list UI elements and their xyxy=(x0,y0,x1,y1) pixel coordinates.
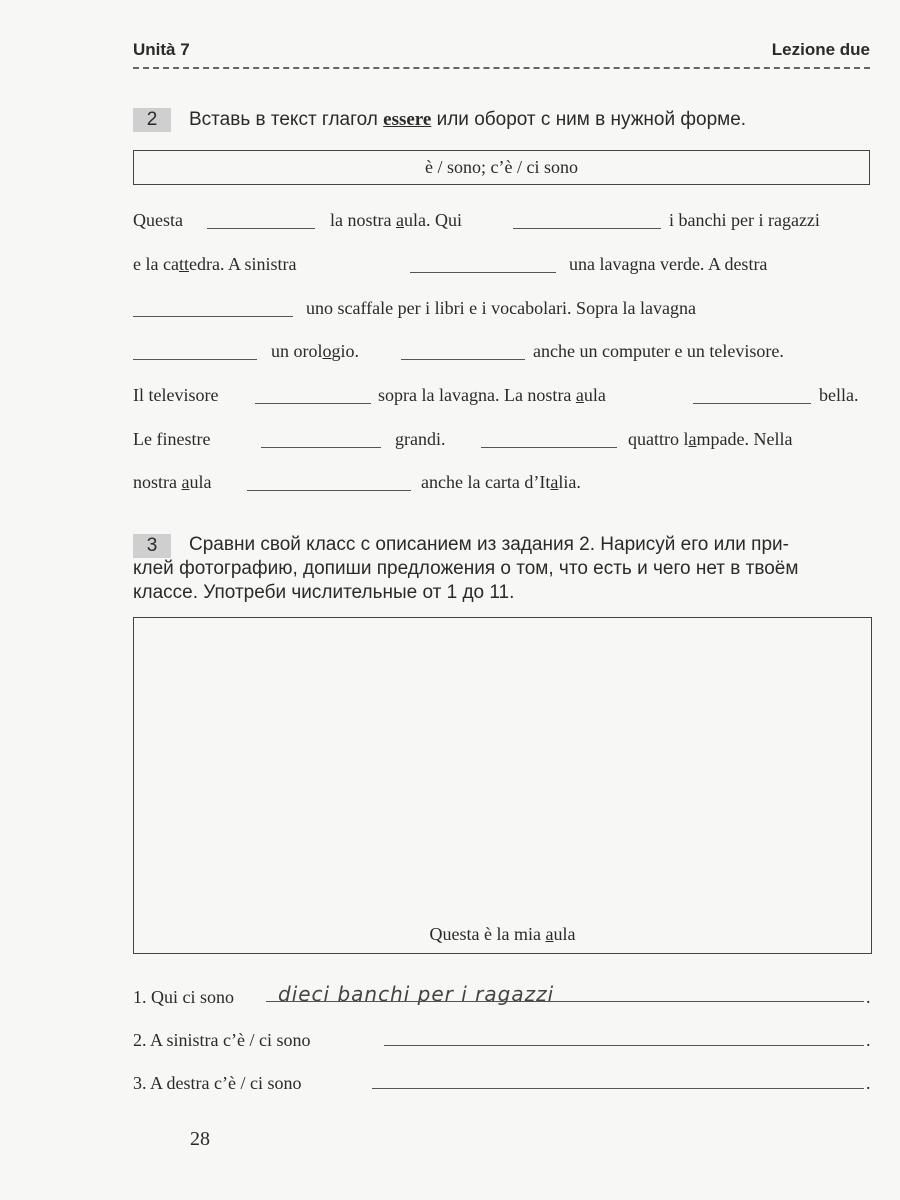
answer-line-1[interactable] xyxy=(266,1001,864,1002)
sentence-2 xyxy=(133,1030,310,1051)
answer-blank[interactable] xyxy=(261,447,381,448)
essere-keyword: essere xyxy=(383,109,432,130)
task-3-instruction-line-1: Сравни свой класс с описанием из задания 2. Нарисуй его или при- xyxy=(189,534,789,555)
answer-blank[interactable] xyxy=(513,228,661,229)
answer-blank[interactable] xyxy=(401,359,525,360)
answer-line-3[interactable] xyxy=(372,1088,864,1089)
sentence-1-end: . xyxy=(866,987,871,1007)
answer-blank[interactable] xyxy=(410,272,556,273)
text-line-2: e la cattedra. A sinistra una lavagna verde. A destra xyxy=(133,254,768,274)
drawing-caption: Questa è la mia aula xyxy=(429,924,576,944)
answer-blank[interactable] xyxy=(207,228,315,229)
text-line-3: uno scaffale per i libri e i vocabolari. Sopra la lavagna xyxy=(133,298,873,324)
sentence-3-end: . xyxy=(866,1073,871,1093)
task-3-number: 3 xyxy=(133,534,171,558)
task-2-number: 2 xyxy=(133,108,171,132)
text-line-7: nostra aula anche la carta d’Italia. xyxy=(133,472,581,492)
answer-options-box: è / sono; c’è / ci sono xyxy=(133,150,870,185)
answer-blank[interactable] xyxy=(481,447,617,448)
answer-blank[interactable] xyxy=(133,359,257,360)
unit-title: Unità 7 xyxy=(133,40,190,59)
sentence-2-end: . xyxy=(866,1030,871,1050)
sentence-3 xyxy=(133,1073,301,1094)
sentence-1-prefix: 1. Qui ci sono xyxy=(133,987,234,1007)
sentence-1 xyxy=(133,987,234,1008)
text-line-5: Il televisore sopra la lavagna. La nostra aula bella. xyxy=(133,385,859,405)
sentence-2-prefix: 2. A sinistra c’è / ci sono xyxy=(133,1030,311,1050)
handwritten-answer-1: dieci banchi per i ragazzi xyxy=(278,982,555,1006)
task-2-instruction: Вставь в текст глагол essere или оборот с ним в нужной форме. xyxy=(189,109,747,130)
lesson-title: Lezione due xyxy=(771,40,870,59)
text-line-6: Le finestre grandi. quattro lampade. Nella xyxy=(133,429,793,449)
answer-blank[interactable] xyxy=(133,316,293,317)
answer-line-2[interactable] xyxy=(384,1045,864,1046)
drawing-area[interactable] xyxy=(133,617,872,954)
page-number: 28 xyxy=(190,1128,210,1150)
task-3-instruction-line-2: клей фотографию, допиши предложения о том, что есть и чего нет в твоём xyxy=(133,558,799,579)
answer-blank[interactable] xyxy=(255,403,371,404)
text-line-4: un orologio. anche un computer e un televisore. xyxy=(133,341,873,367)
answer-blank[interactable] xyxy=(247,490,411,491)
answer-blank[interactable] xyxy=(693,403,811,404)
header-divider xyxy=(133,67,870,69)
page-header xyxy=(133,40,870,64)
task-3-instruction-line-3: классе. Употреби числительные от 1 до 11. xyxy=(133,582,515,603)
text-line-1: Questa la nostra aula. Qui i banchi per i ragazzi xyxy=(133,210,820,230)
sentence-3-prefix: 3. A destra c’è / ci sono xyxy=(133,1073,302,1093)
